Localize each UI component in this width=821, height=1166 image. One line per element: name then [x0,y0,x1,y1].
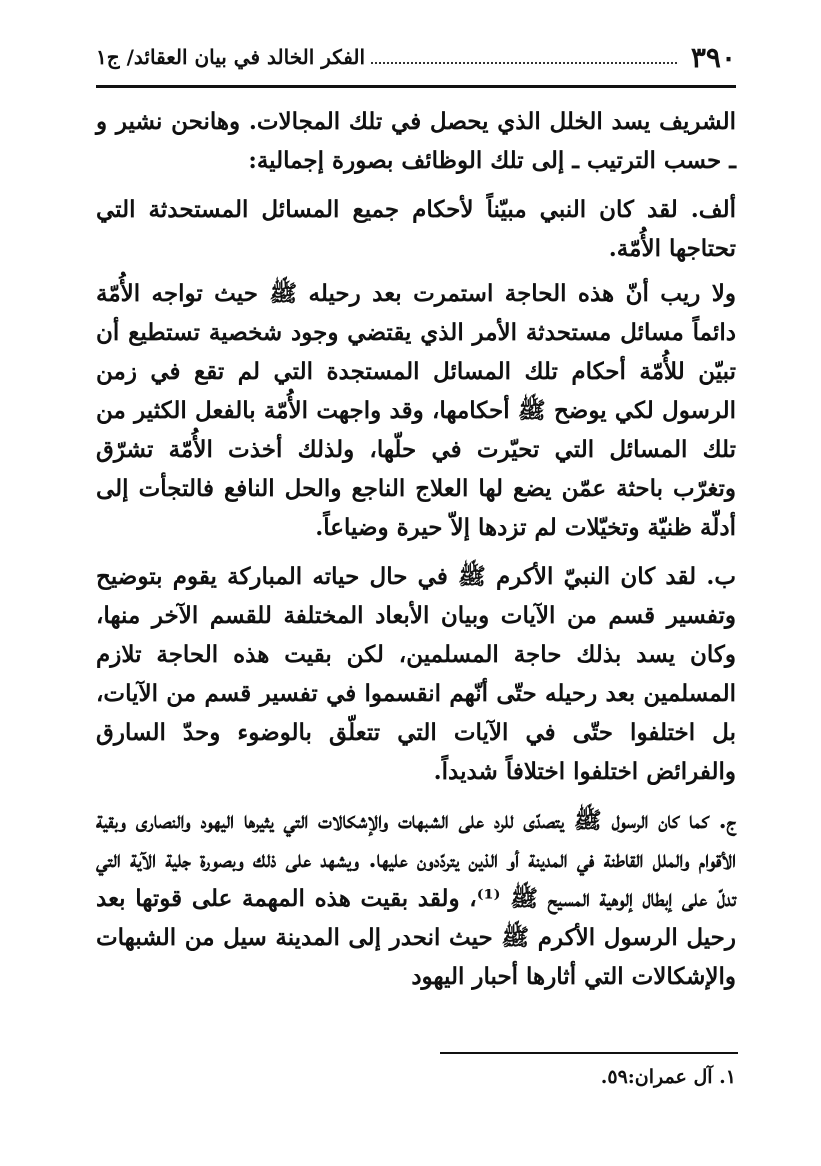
body-text [96,102,736,1006]
paragraph-ba: ب. لقد كان النبيّ الأكرم ﷺ في حال حياته المباركة يقوم بتوضيح وتفسير قسم من الآيات وبيان الأبعاد المختلفة للقسم الآخر منها، وكان يسد بذلك حاجة المسلمين، لكن بقيت هذه الحاجة تلازم المسلمين بعد رحيله حتّى أنّهم انقسموا في تفسير قسم من الآيات، بل اختلفوا حتّى في الآيات التي تتعلّق بالوضوء وحدّ السارق والفرائض اختلفوا اختلافاً شديداً. [96,563,736,785]
paragraph-intro: الشريف يسد الخلل الذي يحصل في تلك المجالات. وهانحن نشير و ـ حسب الترتيب ـ إلى تلك الوظائف بصورة إجمالية: [96,108,736,174]
page-header [96,40,736,74]
header-rule [96,85,736,88]
footnote: ١. آل عمران:٥٩. [600,1066,736,1088]
footnote-rule [440,1052,738,1054]
paragraph-jim: ج. كما كان الرسول ﷺ يتصدّى للرد على الشبهات والإشكالات التي يثيرها اليهود والنصارى وبقية الأقوام والملل القاطنة في المدينة أو الذين يتردّدون عليها. ويشهد على ذلك وبصورة جلية الآية التي تدلّ على إبطال إلوهية المسيح ﷺ ⁽¹⁾، ولقد بقيت هذه المهمة على قوتها بعد رحيل الرسول الأكرم ﷺ حيث انحدر إلى المدينة سيل من الشبهات والإشكالات التي أثارها أحبار اليهود [96,807,736,990]
paragraph-alif: ألف. لقد كان النبي مبيّناً لأحكام جميع المسائل المستحدثة التي تحتاجها الأُمّة. [96,196,736,262]
paragraph-alif-detail: ولا ريب أنّ هذه الحاجة استمرت بعد رحيله ﷺ حيث تواجه الأُمّة دائماً مسائل مستحدثة الأمر الذي يقتضي وجود شخصية تستطيع أن تبيّن للأُمّة أحكام تلك المسائل المستجدة التي لم تقع في زمن الرسول لكي يوضح ﷺ أحكامها، وقد واجهت الأُمّة بالفعل الكثير من تلك المسائل التي تحيّرت في حلّها، ولذلك أخذت الأُمّة تشرّق وتغرّب باحثة عمّن يضع لها العلاج الناجع والحل النافع فالتجأت إلى أدلّة ظنيّة وتخيّلات لم تزدها إلاّ حيرة وضياعاً. [96,280,736,541]
page-number: ٣٩٠ [690,40,736,74]
running-title: الفكر الخالد في بيان العقائد/ ج١ [96,45,366,69]
header-leader-dots [371,50,677,64]
